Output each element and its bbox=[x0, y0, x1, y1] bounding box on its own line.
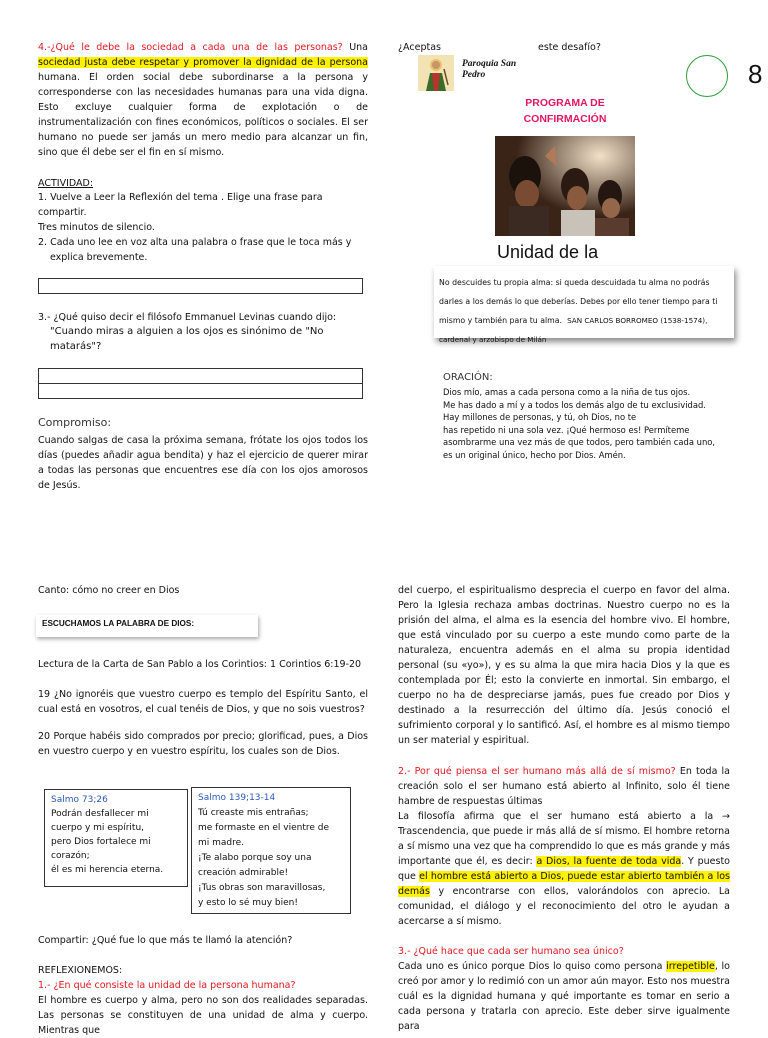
verse-19: 19 ¿No ignoréis que vuestro cuerpo es templo del Espíritu Santo, el cual está en vosotros, el cual tenéis de Dios, y que no sois vuestros? bbox=[38, 689, 368, 715]
question-2-text-c: y encontrarse con ellos, valorándolos con aprecio. La comunidad, el diálogo y el reconocimiento del otro le ayudan a acercarse a sí mismo. bbox=[398, 886, 730, 927]
salmo-139-box bbox=[191, 787, 351, 914]
compartir-text: Compartir: ¿Qué fue lo que más te llamó la atención? bbox=[38, 935, 293, 946]
desafio-text: este desafío? bbox=[538, 42, 601, 53]
oracion-line: Hay millones de personas, y tú, oh Dios, no te bbox=[443, 412, 637, 422]
reflexion-question-1: 1.- ¿En qué consiste la unidad de la persona humana? bbox=[38, 980, 296, 991]
oracion-line: Dios mío, amas a cada persona como a la niña de tus ojos. bbox=[443, 387, 691, 397]
answer-box-1[interactable] bbox=[38, 278, 363, 294]
question-2-body bbox=[398, 809, 730, 929]
salmo-73-line: él es mi herencia eterna. bbox=[51, 865, 164, 875]
salmo-139-line: ¡Te alabo porque soy una bbox=[198, 853, 312, 863]
canto-text: Canto: cómo no creer en Dios bbox=[38, 585, 180, 596]
salmo-139-line: Tú creaste mis entrañas; bbox=[198, 808, 309, 818]
reflexionemos-title: REFLEXIONEMOS: bbox=[38, 965, 123, 976]
salmo-73-ref: Salmo 73;26 bbox=[51, 795, 108, 805]
oracion-line: es un original único, hecho por Dios. Amén. bbox=[443, 449, 626, 460]
oracion-line: has repetido ni una sola vez. ¡Qué hermoso es! Permíteme bbox=[443, 424, 690, 435]
cuerpo-alma-paragraph: del cuerpo, el espiritualismo desprecia el cuerpo en favor del alma. Pero la Iglesia rechaza ambas doctrinas. Nuestro cuerpo no es la prisión del alma, el alma es la esencia del hombre vivo. El hombre, que está vinculado por su cuerpo a este mundo como parte de la naturaleza, encuentra además en el alma su propia identidad personal (su «yo»), y es su alma la que mira hacia Dios y la que es contemplada por Él; esto la convierte en inmortal. Sin embargo, el cuerpo no ha de despreciarse jamás, pues fue creado por Dios y destinado a la resurrección del último día. Jesús conoció el sufrimiento corporal y lo santificó. Así, el hombre es al mismo tiempo un ser material y espiritual. bbox=[398, 585, 730, 746]
salmo-73-line: corazón; bbox=[51, 851, 90, 861]
question-2-highlight-2: el hombre está abierto a Dios, puede estar abierto también a los demás bbox=[398, 871, 730, 897]
reflexion-answer-1: El hombre es cuerpo y alma, pero no son dos realidades separadas. Las personas se constituyen de una unidad de alma y cuerpo. Mientras que bbox=[38, 995, 368, 1036]
salmo-139-line: mi madre. bbox=[198, 838, 245, 848]
salmo-139-line: me formaste en el vientre de bbox=[198, 823, 330, 833]
salmo-139-line: y esto lo sé muy bien! bbox=[198, 898, 298, 908]
reflexion-question-2: 2.- Por qué piensa el ser humano más allá de sí mismo? bbox=[398, 766, 676, 777]
answer-box-2[interactable] bbox=[38, 368, 363, 399]
question-2-text-a: La filosofía afirma que el ser humano está abierto a la → Trascendencia, que puede ir más allá de sí mismo. El hombre retorna a sí mismo una vez que ha comprendido lo que es más grande y más importante que él, es decir: bbox=[398, 811, 730, 867]
question-3-text: 3.- ¿Qué quiso decir el filósofo Emmanuel Levinas cuando dijo: bbox=[38, 312, 337, 323]
oracion-text bbox=[443, 386, 768, 461]
reflexion-question-3: 3.- ¿Qué hace que cada ser humano sea único? bbox=[398, 946, 624, 957]
question-3-highlight: irrepetible bbox=[666, 961, 715, 972]
parish-name: Paroquia San Pedro bbox=[462, 59, 517, 80]
oracion-line: asombrarme una vez más de que todos, pero también cada uno, bbox=[443, 437, 716, 447]
verse-20: 20 Porque habéis sido comprados por precio; glorificad, pues, a Dios en vuestro cuerpo y en vuestro espíritu, los cuales son de Dios. bbox=[38, 731, 368, 757]
answer-box-divider bbox=[39, 383, 362, 384]
unidad-title: Unidad de la bbox=[497, 242, 599, 262]
salmo-139-ref: Salmo 139;13-14 bbox=[198, 793, 276, 803]
borromeo-quote-box bbox=[434, 266, 734, 344]
lectura-reference: Lectura de la Carta de San Pablo a los Corintios: 1 Corintios 6:19-20 bbox=[38, 659, 362, 670]
salmo-73-box bbox=[44, 789, 188, 887]
aceptas-text: ¿Aceptas bbox=[398, 42, 441, 53]
actividad-step-1: 1. Vuelve a Leer la Reflexión del tema . Elige una frase para compartir. bbox=[38, 192, 323, 218]
oracion-title: ORACIÓN: bbox=[443, 372, 493, 383]
salmo-73-line: pero Dios fortalece mi bbox=[51, 837, 151, 847]
question-2-highlight-1: a Dios, la fuente de toda vida bbox=[536, 856, 682, 867]
actividad-step-2: 2. Cada uno lee en voz alta una palabra o frase que le toca más y explica brevemente. bbox=[38, 237, 352, 263]
program-title: PROGRAMA DE CONFIRMACIÓN bbox=[523, 97, 607, 125]
actividad-title: ACTIVIDAD: bbox=[38, 178, 94, 189]
escuchamos-title: ESCUCHAMOS LA PALABRA DE DIOS: bbox=[42, 619, 195, 628]
question-2-intro: En toda la creación solo el ser humano está abierto al Infinito, solo él tiene hambre de respuestas últimas bbox=[398, 766, 730, 807]
question-4-highlight: sociedad justa debe respetar y promover la dignidad de la persona bbox=[38, 57, 368, 68]
saint-peter-logo bbox=[418, 55, 454, 91]
question-2-text-b: . Y puesto que bbox=[398, 856, 730, 882]
levinas-quote: "Cuando miras a alguien a los ojos es sinónimo de "No matarás"? bbox=[50, 326, 324, 352]
question-3-answer bbox=[398, 959, 730, 1034]
oracion-line: Me has dado a mí y a todos los demás algo de tu exclusividad. bbox=[443, 399, 706, 410]
compromiso-text: Cuando salgas de casa la próxima semana, frótate los ojos todos los días (puedes añadir agua bendita) y haz el ejercicio de querer mirar a todas las personas que encuentres ese día con los ojos amorosos de Jesús. bbox=[38, 435, 368, 491]
question-3-text-a: Cada uno es único porque Dios lo quiso como persona bbox=[398, 961, 667, 972]
salmo-139-line: ¡Tus obras son maravillosas, bbox=[198, 883, 326, 893]
borromeo-quote-author: SAN CARLOS BORROMEO (1538-1574), cardenal y arzobispo de Milán bbox=[439, 316, 708, 344]
decorative-circle bbox=[686, 55, 728, 97]
question-4-lead: Una bbox=[342, 42, 368, 53]
praying-people-photo bbox=[495, 136, 635, 236]
question-4-text: humana. El orden social debe subordinarse a la persona y corresponderse con las necesidades humanas para una vida digna. Esto excluye cualquier forma de explotación o de instrumentalización con fines económicos, políticos o sociales. El ser humano no puede ser jamás un mero medio para alcanzar un fin, sino que él debe ser el fin en sí mismo. bbox=[38, 72, 368, 158]
page-number: 8 bbox=[748, 59, 763, 89]
compromiso-title: Compromiso: bbox=[38, 416, 112, 429]
question-4-title: 4.-¿Qué le debe la sociedad a cada una de las personas? bbox=[38, 42, 343, 53]
salmo-73-line: Podrán desfallecer mi bbox=[51, 809, 149, 819]
question-2-paragraph bbox=[398, 764, 730, 809]
question-4-paragraph bbox=[38, 40, 368, 160]
question-3-text-b: , lo creó por amor y lo redimió con un amor aún mayor. Esto nos muestra cuál es la dignidad humana y qué importante es tomar en serio a cada persona y tratarla con aprecio. Este deber sirve igualmente para bbox=[398, 961, 730, 1032]
actividad-silence: Tres minutos de silencio. bbox=[38, 222, 155, 233]
salmo-73-line: cuerpo y mi espíritu, bbox=[51, 823, 145, 833]
salmo-139-line: creación admirable! bbox=[198, 868, 289, 878]
borromeo-quote-text: No descuides tu propia alma: si queda descuidada tu alma no podrás darles a los demás lo que deberías. Debes por ello tener tiempo para ti mismo y también para tu alma. bbox=[439, 278, 718, 325]
escuchamos-box bbox=[36, 615, 258, 637]
